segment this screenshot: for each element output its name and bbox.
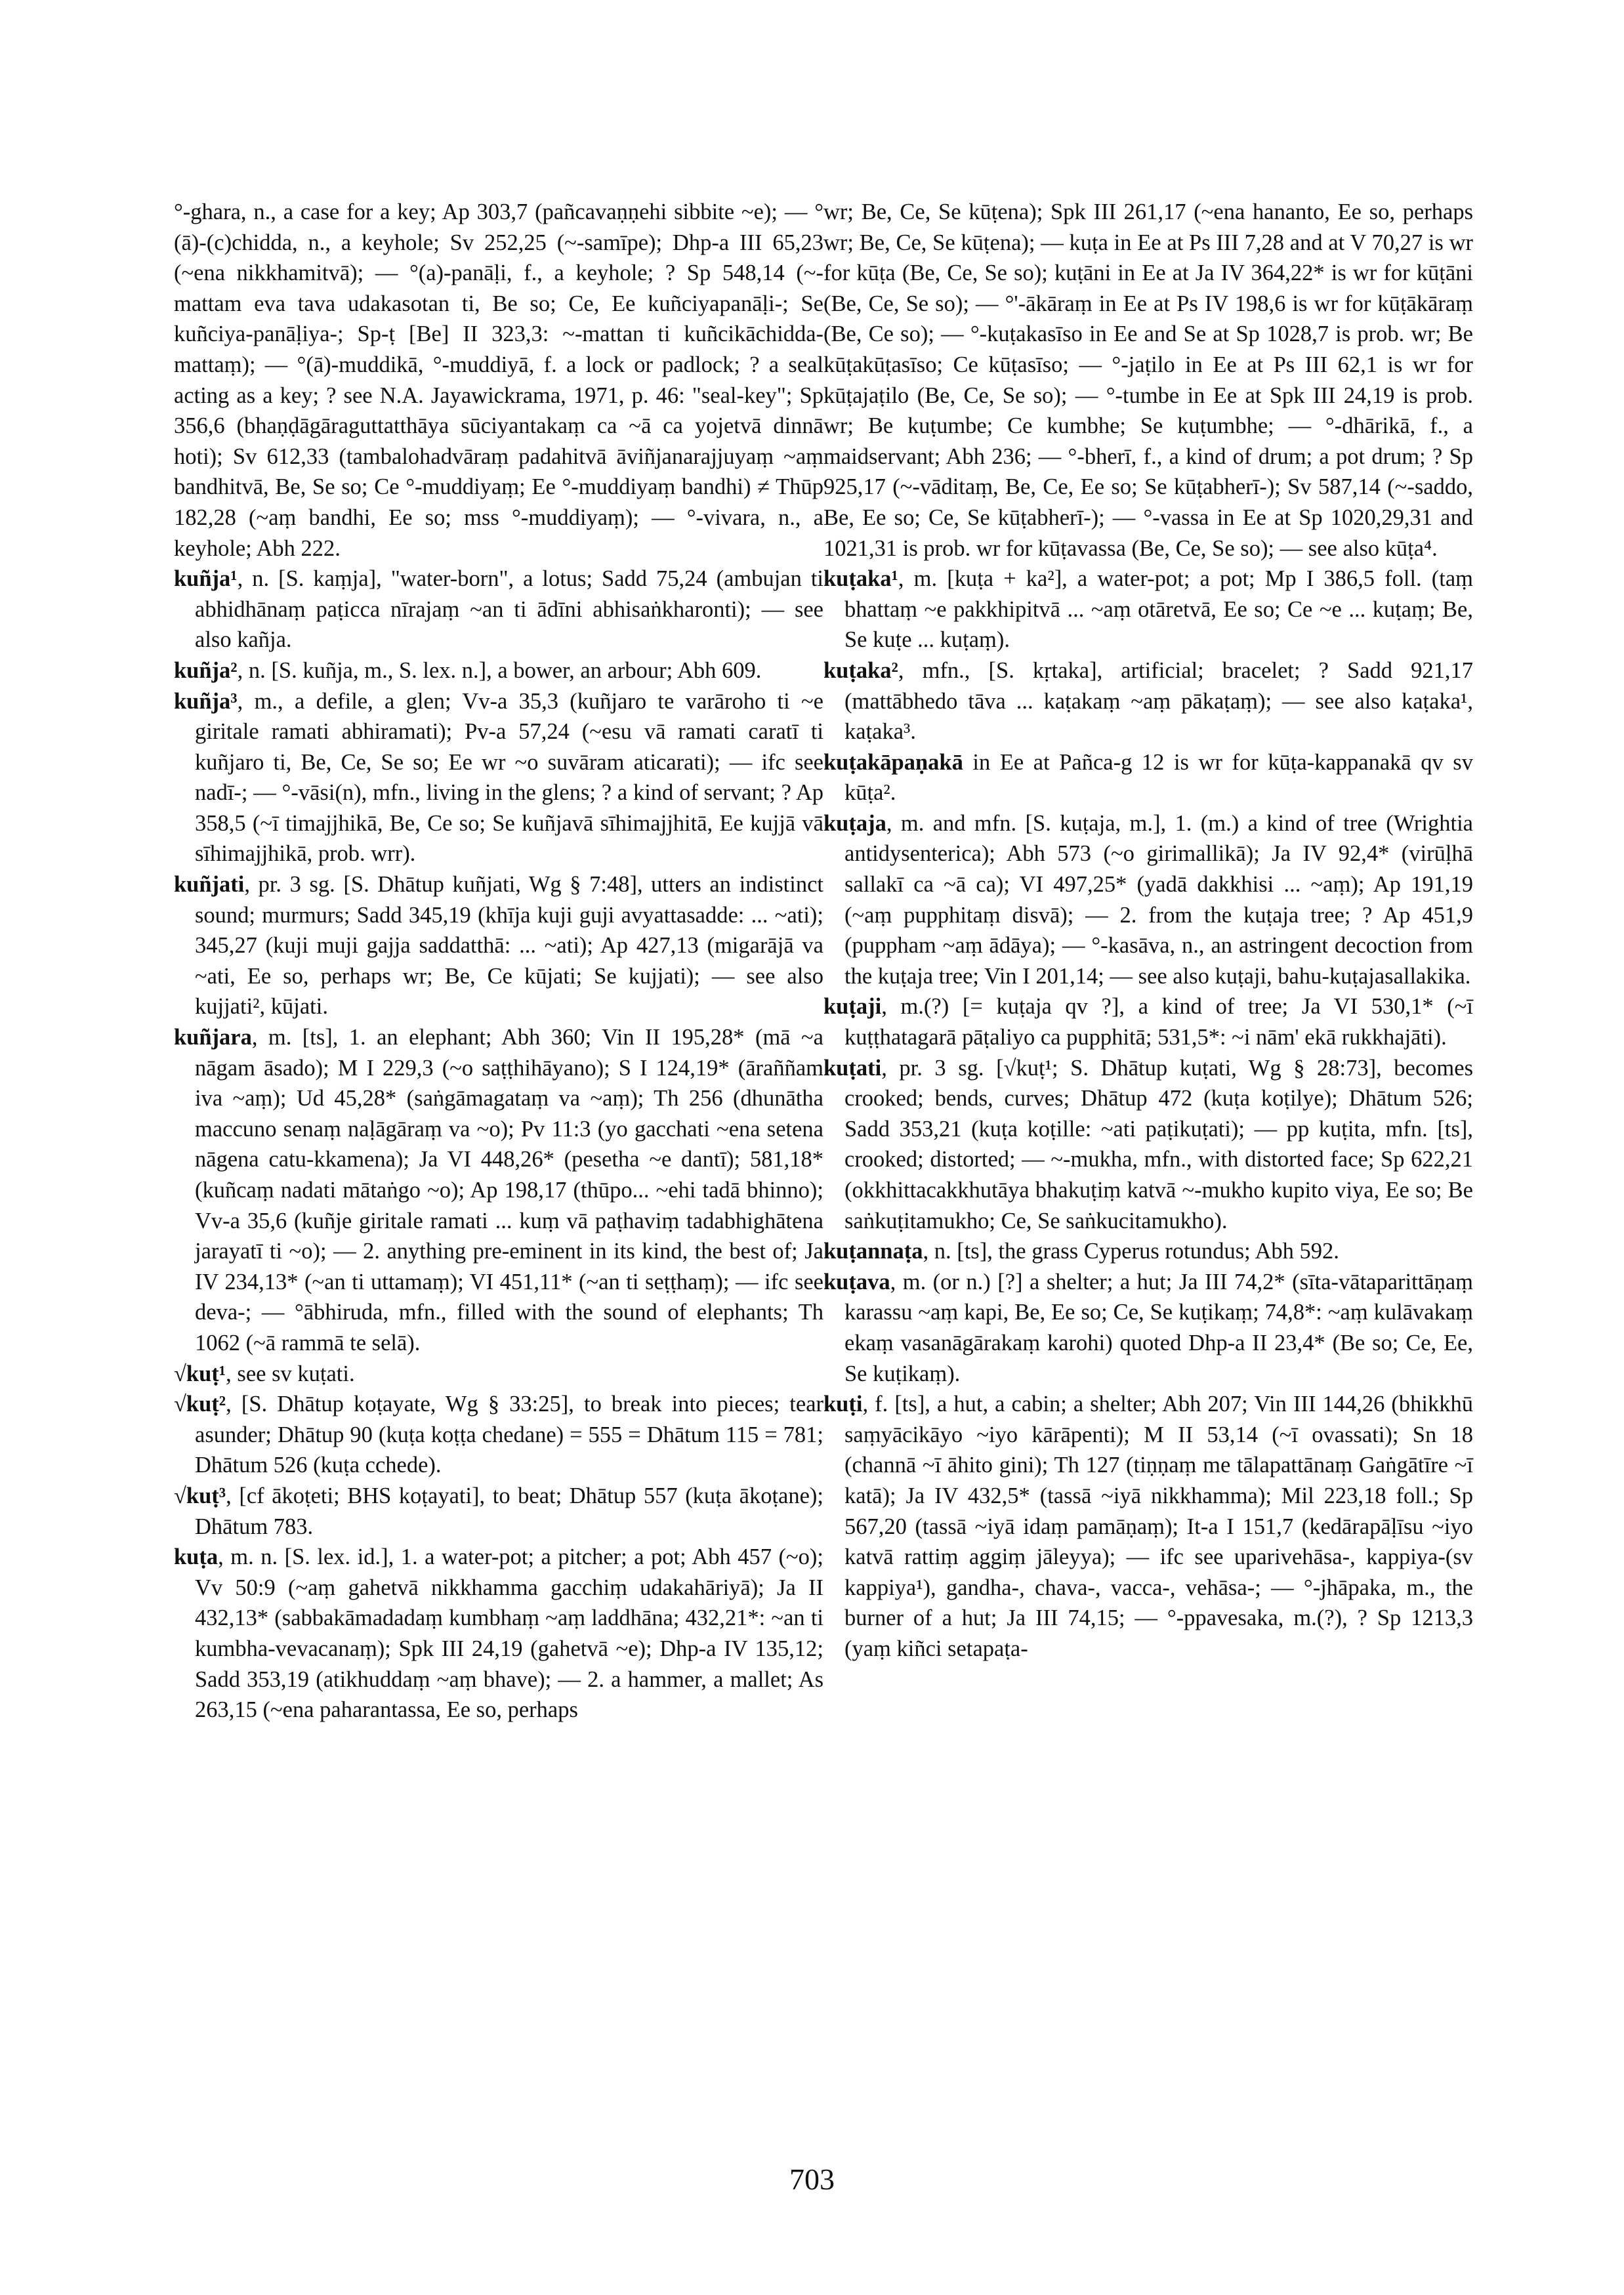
dictionary-entry xyxy=(823,1267,1473,1389)
entry-text: , m. [ts], 1. an elephant; Abh 360; Vin II 195,28* (mā ~a nāgam āsado); M I 229,3 (~o saṭṭhihāyano); S I 124,19* (āraññam iva ~aṃ); Ud 45,28* (saṅgāmagataṃ va ~aṃ); Th 256 (dhunātha maccuno senaṃ naḷāgāraṃ va ~o); Pv 11:3 (yo gacchati ~ena setena nāgena catu-kkamena); Ja VI 448,26* (pesetha ~e dantī); 581,18* (kuñcaṃ nadati mātaṅgo ~o); Ap 198,17 (thūpo... ~ehi tadā bhinno); Vv-a 35,6 (kuñje giritale ramati ... kuṃ vā paṭhaviṃ tadabhighātena jarayatī ti ~o); — 2. anything pre-eminent in its kind, the best of; Ja IV 234,13* (~an ti uttamaṃ); VI 451,11* (~an ti seṭṭhaṃ); — ifc see deva-; — °ābhiruda, mfn., filled with the sound of elephants; Th 1062 (~ā rammā te selā). xyxy=(195,1025,823,1355)
entry-text: , m. (or n.) [?] a shelter; a hut; Ja III 74,2* (sīta-vātaparittāṇaṃ karassu ~aṃ kapi, Be, Ee so; Ce, Se kuṭikaṃ; 74,8*: ~aṃ kulāvakaṃ ekaṃ vasanāgārakaṃ karohi) quoted Dhp-a II 23,4* (Be so; Ce, Ee, Se kuṭikaṃ). xyxy=(844,1269,1473,1386)
left-column xyxy=(174,197,823,1726)
entry-text: in Ee at Pañca-g 12 is wr for kūṭa-kappanakā qv sv kūṭa². xyxy=(844,749,1473,806)
entry-text: , see sv kuṭati. xyxy=(226,1361,355,1386)
entry-text: , m. and mfn. [S. kuṭaja, m.], 1. (m.) a kind of tree (Wrightia antidysenterica); Abh 573 (~o girimallikā); Ja IV 92,4* (virūḷhā sallakī ca ~ā ca); VI 497,25* (yadā dakkhisi ... ~aṃ); Ap 191,19 (~aṃ pupphitaṃ disvā); — 2. from the kuṭaja tree; ? Ap 451,9 (puppham ~aṃ ādāya); — °-kasāva, n., an astringent decoction from the kuṭaja tree; Vin I 201,14; — see also kuṭaji, bahu-kuṭajasallakika. xyxy=(844,810,1473,989)
headword: kuṭava xyxy=(823,1269,890,1294)
page-number: 703 xyxy=(789,2162,835,2196)
entry-text: , m.(?) [= kuṭaja qv ?], a kind of tree; Ja VI 530,1* (~ī kuṭṭhatagarā pāṭaliyo ca pupphitā; 531,5*: ~i nām' ekā rukkhajāti). xyxy=(844,994,1473,1050)
dictionary-entry xyxy=(174,1542,823,1726)
dictionary-entry xyxy=(174,1359,823,1390)
dictionary-entry xyxy=(174,655,823,686)
entry-text: , pr. 3 sg. [√kuṭ¹; S. Dhātup kuṭati, Wg § 28:73], becomes crooked; bends, curves; Dhātup 472 (kuṭa koṭilye); Dhātum 526; Sadd 353,21 (kuṭa koṭille: ~ati paṭikuṭati); — pp kuṭita, mfn. [ts], crooked; distorted; — ~-mukha, mfn., with distorted face; Sp 622,21 (okkhittacakkhutāya bhakuṭiṃ katvā ~-mukho kupito viya, Ee so; Be saṅkuṭitamukho; Ce, Se saṅkucitamukho). xyxy=(844,1055,1473,1233)
dictionary-entry xyxy=(823,1236,1473,1267)
entry-text: , [S. Dhātup koṭayate, Wg § 33:25], to break into pieces; tear asunder; Dhātup 90 (kuṭa koṭṭa chedane) = 555 = Dhātum 115 = 781; Dhātum 526 (kuṭa cchede). xyxy=(195,1392,823,1478)
headword: kuṭaji xyxy=(823,994,882,1020)
headword: kuñja³ xyxy=(174,688,238,714)
headword: kuṭaka¹ xyxy=(823,566,898,592)
entry-text: , [cf ākoṭeti; BHS koṭayati], to beat; Dhātup 557 (kuṭa ākoṭane); Dhātum 783. xyxy=(195,1483,823,1539)
dictionary-entry xyxy=(823,197,1473,564)
entry-text: , m., a defile, a glen; Vv-a 35,3 (kuñjaro te varāroho ti ~e giritale ramati abhiramati); Pv-a 57,24 (~esu vā ramati caratī ti kuñjaro ti, Be, Ce, Se so; Ee wr ~o suvāram aticarati); — ifc see nadī-; — °-vāsi(n), mfn., living in the glens; ? a kind of servant; ? Ap 358,5 (~ī timajjhikā, Be, Ce so; Se kuñjavā sīhimajjhitā, Ee kujjā vā sīhimajjhikā, prob. wrr). xyxy=(195,688,823,867)
dictionary-entry xyxy=(174,686,823,870)
entry-text: , pr. 3 sg. [S. Dhātup kuñjati, Wg § 7:48], utters an indistinct sound; murmurs; Sadd 345,19 (khīja kuji guji avyattasadde: ... ~ati); 345,27 (kuji muji gajja saddatthā: ... ~ati); Ap 427,13 (migarājā va ~ati, Ee so, perhaps wr; Be, Ce kūjati; Se kujjati); — see also kujjati², kūjati. xyxy=(195,872,823,1020)
dictionary-entry xyxy=(174,1389,823,1481)
dictionary-entry xyxy=(174,1481,823,1542)
headword: kuṭati xyxy=(823,1055,882,1081)
entry-text: , n. [S. kuñja, m., S. lex. n.], a bower, an arbour; Abh 609. xyxy=(237,657,762,683)
dictionary-entry xyxy=(823,1389,1473,1664)
entry-text: , m. [kuṭa + ka²], a water-pot; a pot; Mp I 386,5 foll. (taṃ bhattaṃ ~e pakkhipitvā ... ~aṃ otāretvā, Ee so; Ce ~e ... kuṭaṃ; Be, Se kuṭe ... kuṭaṃ). xyxy=(844,566,1473,653)
entry-text: , mfn., [S. kṛtaka], artificial; bracelet; ? Sadd 921,17 (mattābhedo tāva ... kaṭakaṃ ~aṃ pākaṭaṃ); — see also kaṭaka¹, kaṭaka³. xyxy=(844,657,1473,745)
headword: kuṭannaṭa xyxy=(823,1239,923,1264)
dictionary-entry xyxy=(174,564,823,655)
entry-text: wr; Be, Ce, Se kūṭena); Spk III 261,17 (~ena hananto, Ee so, perhaps wr; Be, Ce, Se kūṭena); — kuṭa in Ee at Ps III 7,28 and at V 70,27 is wr for kūṭa (Be, Ce, Se so); kuṭāni in Ee at Ja IV 364,22* is wr for kūṭāni (Be, Ce, Se so); — °'-ākāraṃ in Ee at Ps IV 198,6 is wr for kūṭākāraṃ (Be, Ce so); — °-kuṭakasīso in Ee and Se at Sp 1028,7 is prob. wr; Be kūṭakūṭasīso; Ce kūṭasīso; — °-jaṭilo in Ee at Ps III 62,1 is wr for kūṭajaṭilo (Be, Ce, Se so); — °-tumbe in Ee at Spk III 24,19 is prob. wr; Be kuṭumbe; Ce kumbhe; Se kuṭumbhe; — °-dhārikā, f., a maidservant; Abh 236; — °-bherī, f., a kind of drum; a pot drum; ? Sp 925,17 (~-vāditaṃ, Be, Ce, Ee so; Se kūṭabherī-); Sv 587,14 (~-saddo, Be, Ee so; Ce, Se kūṭabherī-); — °-vassa in Ee at Sp 1020,29,31 and 1021,31 is prob. wr for kūṭavassa (Be, Ce, Se so); — see also kūṭa⁴. xyxy=(823,199,1473,561)
entry-text: , f. [ts], a hut, a cabin; a shelter; Abh 207; Vin III 144,26 (bhikkhū saṃyācikāyo ~iyo kārāpenti); M II 53,14 (~ī ovassati); Sn 18 (channā ~ī āhito gini); Th 127 (tiṇṇaṃ me tālapattānaṃ Gaṅgātīre ~ī katā); Ja IV 432,5* (tassā ~iyā nikkhamma); Mil 223,18 foll.; Sp 567,20 (tassā ~iyā idaṃ pamāṇaṃ); It-a I 151,7 (kedārapāḷīsu ~iyo katvā rattiṃ aggiṃ jāleyya); — ifc see uparivehāsa-, kappiya-(sv kappiya¹), gandha-, chava-, vacca-, vehāsa-; — °-jhāpaka, m., the burner of a hut; Ja III 74,15; — °-ppavesaka, m.(?), ? Sp 1213,3 (yaṃ kiñci setapaṭa- xyxy=(844,1392,1473,1661)
headword: √kuṭ³ xyxy=(174,1483,226,1508)
dictionary-entry xyxy=(174,869,823,1022)
entry-text: , m. n. [S. lex. id.], 1. a water-pot; a pitcher; a pot; Abh 457 (~o); Vv 50:9 (~aṃ gahetvā nikkhamma gacchiṃ udakahāriyā); Ja II 432,13* (sabbakāmadadaṃ kumbhaṃ ~aṃ laddhāna; 432,21*: ~an ti kumbha-vevacanaṃ); Spk III 24,19 (gahetvā ~e); Dhp-a IV 135,12; Sadd 353,19 (atikhuddaṃ ~aṃ bhave); — 2. a hammer, a mallet; As 263,15 (~ena paharantassa, Ee so, perhaps xyxy=(195,1544,823,1723)
headword: kuṭaka² xyxy=(823,657,898,683)
headword: kuñja² xyxy=(174,657,238,683)
dictionary-entry xyxy=(174,197,823,564)
entry-text: , n. [S. kaṃja], "water-born", a lotus; Sadd 75,24 (ambujan ti abhidhānaṃ paṭicca nīrajaṃ ~an ti ādīni abhisaṅkharonti); — see also kañja. xyxy=(195,566,823,653)
dictionary-entry xyxy=(174,1022,823,1359)
dictionary-entry xyxy=(823,655,1473,747)
headword: kuṭi xyxy=(823,1392,863,1417)
dictionary-entry xyxy=(823,747,1473,808)
headword: √kuṭ¹ xyxy=(174,1361,226,1386)
dictionary-entry xyxy=(823,991,1473,1052)
entry-text: , n. [ts], the grass Cyperus rotundus; Abh 592. xyxy=(923,1239,1339,1264)
entry-text: °-ghara, n., a case for a key; Ap 303,7 (pañcavaṇṇehi sibbite ~e); — °(ā)-(c)chidda, n., a keyhole; Sv 252,25 (~-samīpe); Dhp-a III 65,23 (~ena nikkhamitvā); — °(a)-panāḷi, f., a keyhole; ? Sp 548,14 (~-mattam eva tava udakasotan ti, Be so; Ce, Ee kuñciyapanāḷi-; Se kuñciya-panāḷiya-; Sp-ṭ [Be] II 323,3: ~-mattan ti kuñcikāchidda-mattaṃ); — °(ā)-muddikā, °-muddiyā, f. a lock or padlock; ? a seal acting as a key; ? see N.A. Jayawickrama, 1971, p. 46: "seal-key"; Sp 356,6 (bhaṇḍāgāraguttatthāya sūciyantakaṃ ca ~ā ca yojetvā dinnā hoti); Sv 612,33 (tambalohadvāraṃ padahitvā āviñjanarajjuyaṃ ~aṃ bandhitvā, Be, Se so; Ce °-muddiyaṃ; Ee °-muddiyaṃ bandhi) ≠ Thūp 182,28 (~aṃ bandhi, Ee so; mss °-muddiyaṃ); — °-vivara, n., a keyhole; Abh 222. xyxy=(174,199,823,561)
headword: kuñjati xyxy=(174,872,245,898)
headword: √kuṭ² xyxy=(174,1392,226,1417)
headword: kuṭakāpaṇakā xyxy=(823,749,963,775)
right-column xyxy=(823,197,1473,1664)
headword: kuñja¹ xyxy=(174,566,238,592)
dictionary-entry xyxy=(823,564,1473,655)
headword: kuṭa xyxy=(174,1544,219,1570)
headword: kuñjara xyxy=(174,1025,252,1050)
dictionary-entry xyxy=(823,808,1473,992)
dictionary-entry xyxy=(823,1053,1473,1237)
headword: kuṭaja xyxy=(823,810,886,836)
